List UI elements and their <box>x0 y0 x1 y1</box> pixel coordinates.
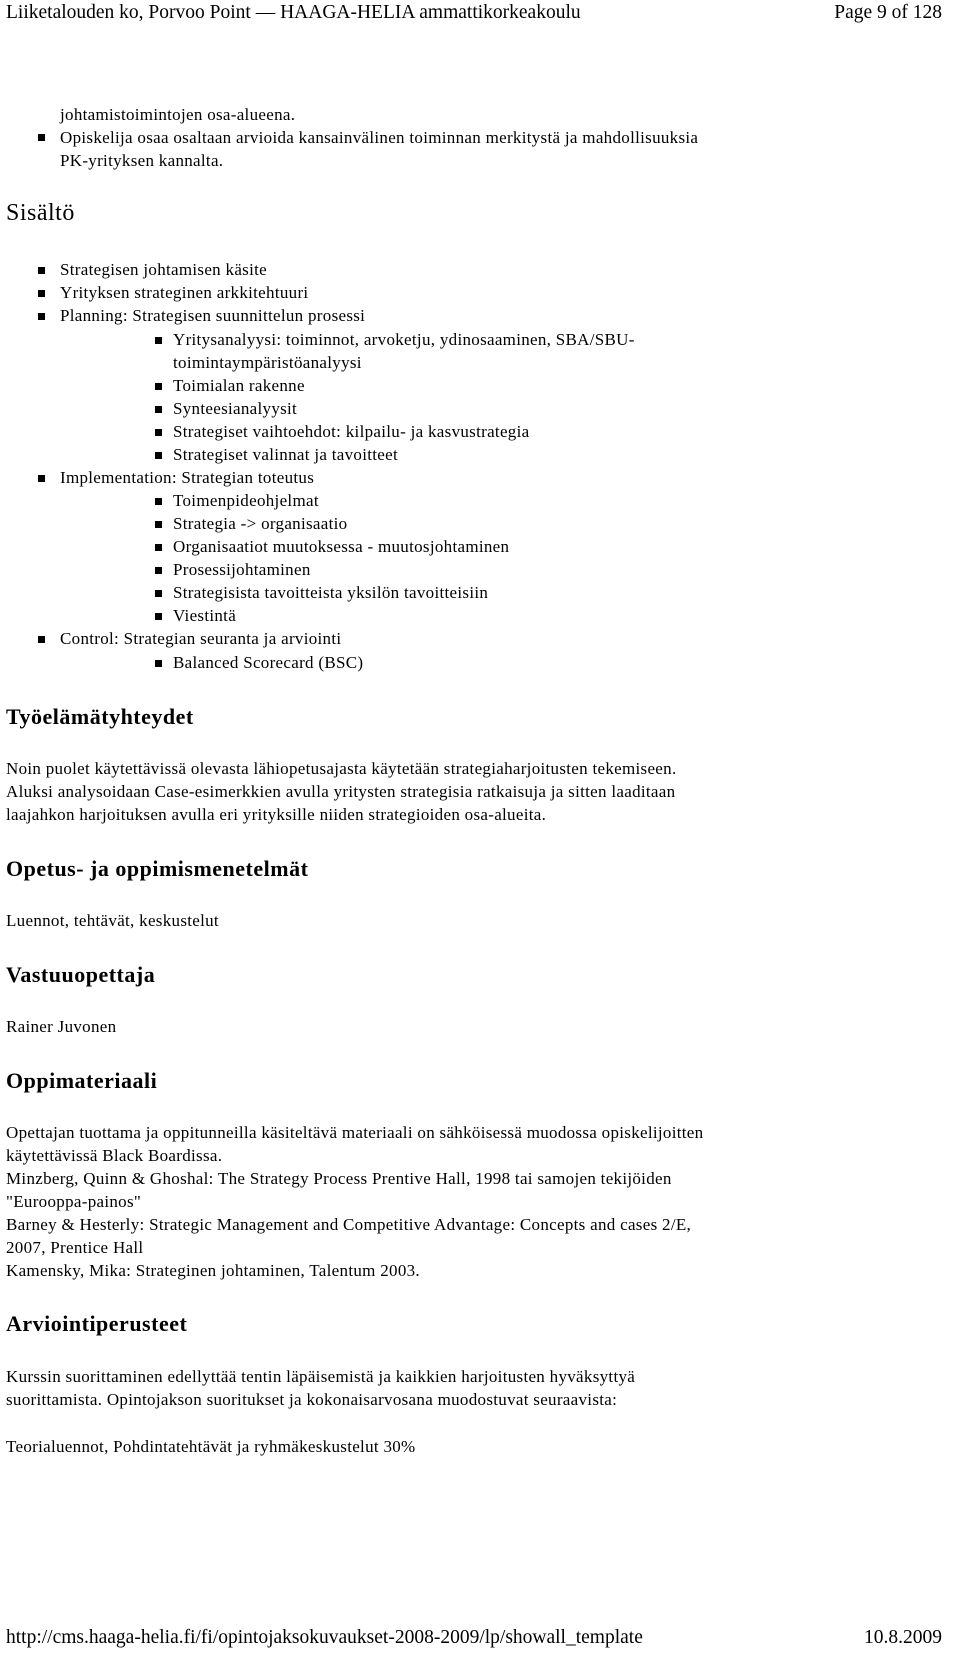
list-item: Planning: Strategisen suunnittelun prosessi <box>60 306 366 325</box>
footer-date: 10.8.2009 <box>864 1627 942 1648</box>
bullet-icon <box>155 337 162 344</box>
sub-list-item-cont: toimintaympäristöanalyysi <box>173 353 362 372</box>
list-item: Strategisen johtamisen käsite <box>60 260 267 279</box>
bullet-icon <box>38 475 45 482</box>
list-item: Implementation: Strategian toteutus <box>60 468 315 487</box>
bullet-icon <box>38 636 45 643</box>
page-footer <box>0 1626 960 1654</box>
sub-list-item: Organisaatiot muutoksessa - muutosjohtaminen <box>173 537 510 556</box>
paragraph-line: Noin puolet käytettävissä olevasta lähiopetusajasta käytetään strategiaharjoitusten tekemiseen. <box>6 759 677 778</box>
section-heading-vastuu: Vastuuopettaja <box>6 962 156 987</box>
bullet-icon <box>38 290 45 297</box>
paragraph-line: Kurssin suorittaminen edellyttää tentin läpäisemistä ja kaikkien harjoitusten hyväksyttyä <box>6 1367 636 1386</box>
paragraph-line: Kamensky, Mika: Strateginen johtaminen, Talentum 2003. <box>6 1261 420 1280</box>
paragraph-line: käytettävissä Black Boardissa. <box>6 1146 223 1165</box>
paragraph-line: Opettajan tuottama ja oppitunneilla käsiteltävä materiaali on sähköisessä muodossa opiskelijoitten <box>6 1123 704 1142</box>
paragraph-line: "Eurooppa-painos" <box>6 1192 142 1211</box>
page-number: Page 9 of 128 <box>834 2 942 23</box>
section-heading-sisalto: Sisältö <box>6 200 75 226</box>
section-heading-opetus: Opetus- ja oppimismenetelmät <box>6 856 309 881</box>
paragraph-line: laajahkon harjoituksen avulla eri yrityksille niiden strategioiden osa-alueita. <box>6 805 547 824</box>
bullet-icon <box>155 590 162 597</box>
sub-list-item: Strategiset valinnat ja tavoitteet <box>173 445 398 464</box>
bullet-icon <box>155 383 162 390</box>
footer-url: http://cms.haaga-helia.fi/fi/opintojaksokuvaukset-2008-2009/lp/showall_template <box>6 1627 643 1648</box>
bullet-icon <box>155 452 162 459</box>
sub-list-item: Toimenpideohjelmat <box>173 491 319 510</box>
paragraph-line: Teorialuennot, Pohdintatehtävät ja ryhmäkeskustelut 30% <box>6 1437 416 1456</box>
paragraph-line: suorittamista. Opintojakson suoritukset ja kokonaisarvosana muodostuvat seuraavista: <box>6 1390 618 1409</box>
bullet-icon <box>155 567 162 574</box>
paragraph-line: Minzberg, Quinn & Ghoshal: The Strategy Process Prentive Hall, 1998 tai samojen tekijöiden <box>6 1169 672 1188</box>
bullet-icon <box>155 498 162 505</box>
sub-list-item: Balanced Scorecard (BSC) <box>173 653 364 672</box>
list-item: Control: Strategian seuranta ja arviointi <box>60 629 342 648</box>
sub-list-item: Toimialan rakenne <box>173 376 305 395</box>
paragraph-line: Aluksi analysoidaan Case-esimerkkien avulla yritysten strategisia ratkaisuja ja sitten laaditaan <box>6 782 676 801</box>
bullet-icon <box>38 134 45 141</box>
sub-list-item: Synteesianalyysit <box>173 399 298 418</box>
intro-bullet: Opiskelija osaa osaltaan arvioida kansainvälinen toiminnan merkitystä ja mahdollisuuksia <box>60 128 699 147</box>
bullet-icon <box>155 544 162 551</box>
sub-list-item: Viestintä <box>173 606 237 625</box>
bullet-icon <box>155 613 162 620</box>
sub-list-item: Yritysanalyysi: toiminnot, arvoketju, ydinosaaminen, SBA/SBU- <box>173 330 635 349</box>
header-title: Liiketalouden ko, Porvoo Point — HAAGA-HELIA ammattikorkeakoulu <box>6 2 581 23</box>
list-item: Yrityksen strateginen arkkitehtuuri <box>60 283 309 302</box>
bullet-icon <box>155 429 162 436</box>
bullet-icon <box>155 406 162 413</box>
section-heading-tyoelama: Työelämätyhteydet <box>6 704 194 729</box>
section-heading-arviointi: Arviointiperusteet <box>6 1311 188 1336</box>
paragraph-line: 2007, Prentice Hall <box>6 1238 144 1257</box>
teacher-name: Rainer Juvonen <box>6 1017 117 1036</box>
bullet-icon <box>155 521 162 528</box>
paragraph-line: Luennot, tehtävät, keskustelut <box>6 911 219 930</box>
sub-list-item: Strategisista tavoitteista yksilön tavoitteisiin <box>173 583 489 602</box>
section-heading-oppimateriaali: Oppimateriaali <box>6 1068 158 1093</box>
intro-bullet-cont: PK-yrityksen kannalta. <box>60 151 224 170</box>
page-header <box>0 0 960 30</box>
sub-list-item: Strategia -> organisaatio <box>173 514 348 533</box>
sub-list-item: Prosessijohtaminen <box>173 560 311 579</box>
bullet-icon <box>155 660 162 667</box>
paragraph-line: Barney & Hesterly: Strategic Management and Competitive Advantage: Concepts and cases 2/E, <box>6 1215 692 1234</box>
bullet-icon <box>38 313 45 320</box>
sub-list-item: Strategiset vaihtoehdot: kilpailu- ja kasvustrategia <box>173 422 530 441</box>
bullet-icon <box>38 267 45 274</box>
intro-line: johtamistoimintojen osa-alueena. <box>60 105 296 124</box>
